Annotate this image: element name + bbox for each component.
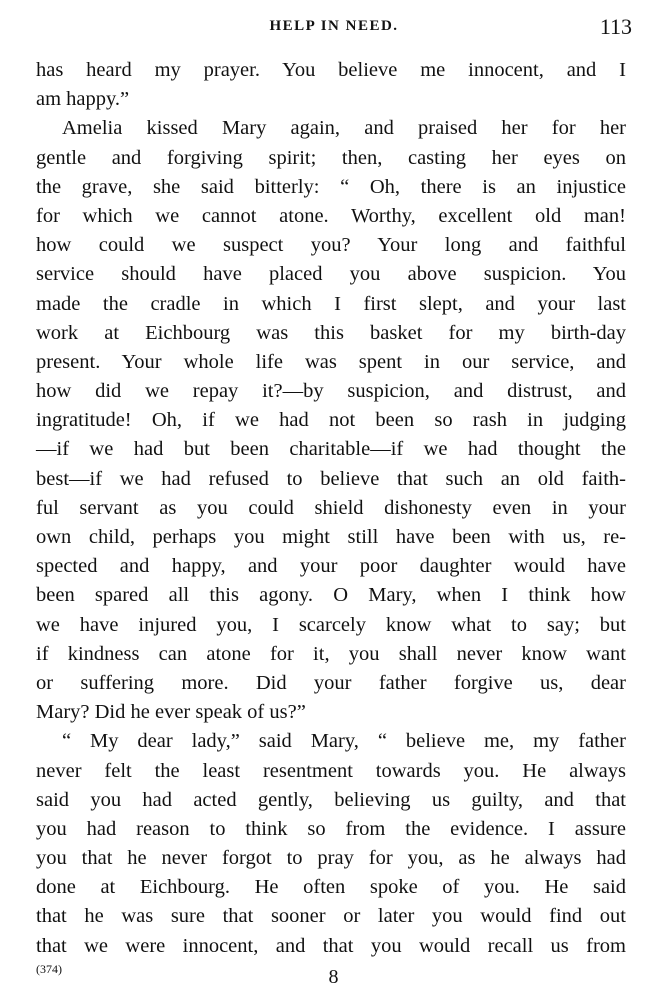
text-line: Mary? Did he ever speak of us?” [36,701,306,724]
running-head-title: HELP IN NEED. [269,18,399,34]
text-line: we have injured you, I scarcely know what to say; but [36,613,626,636]
text-line: Amelia kissed Mary again, and praised her for her [62,117,626,140]
text-line: best—if we had refused to believe that such an old faith- [36,467,626,490]
text-line: you had reason to think so from the evidence. I assure [36,817,626,840]
text-line: has heard my prayer. You believe me innocent, and I [36,59,626,81]
text-line: if kindness can atone for it, you shall never know want [36,642,626,665]
text-line: said you had acted gently, believing us guilty, and that [36,788,626,811]
page-number: 113 [599,14,632,39]
text-line: own child, perhaps you might still have been with us, re- [36,526,626,548]
text-line: ful servant as you could shield dishonesty even in your [36,496,626,519]
text-line: “ My dear lady,” said Mary, “ believe me, my father [62,730,626,753]
text-line: am happy.” [36,88,130,111]
text-line: how could we suspect you? Your long and faithful [36,234,626,257]
text-line: done at Eichbourg. He often spoke of you. He said [36,876,626,899]
text-line: gentle and forgiving spirit; then, casting her eyes on [36,146,626,169]
running-head [36,14,632,44]
signature-number: (374) [36,962,62,976]
text-line: for which we cannot atone. Worthy, excellent old man! [36,204,626,227]
text-line: ingratitude! Oh, if we had not been so rash in judging [36,409,626,432]
text-line: how did we repay it?—by suspicion, and distrust, and [36,380,626,403]
text-line: never felt the least resentment towards you. He always [36,759,626,782]
text-line: the grave, she said bitterly: “ Oh, there is an injustice [36,175,626,198]
text-line: made the cradle in which I first slept, and your last [36,292,626,315]
text-line: work at Eichbourg was this basket for my birth-day [36,321,626,344]
text-line: you that he never forgot to pray for you, as he always had [36,847,626,870]
text-line: been spared all this agony. O Mary, when I think how [36,584,626,607]
text-line: spected and happy, and your poor daughter would have [36,555,626,578]
text-line: that he was sure that sooner or later you would find out [36,905,626,928]
text-line: present. Your whole life was spent in our service, and [36,350,626,373]
text-line: or suffering more. Did your father forgive us, dear [36,671,626,694]
text-line: that we were innocent, and that you would recall us from [36,934,626,957]
body-text [36,56,626,961]
text-line: service should have placed you above suspicion. You [36,263,626,286]
signature-mark: 8 [328,966,339,988]
text-line: —if we had but been charitable—if we had thought the [36,438,626,461]
